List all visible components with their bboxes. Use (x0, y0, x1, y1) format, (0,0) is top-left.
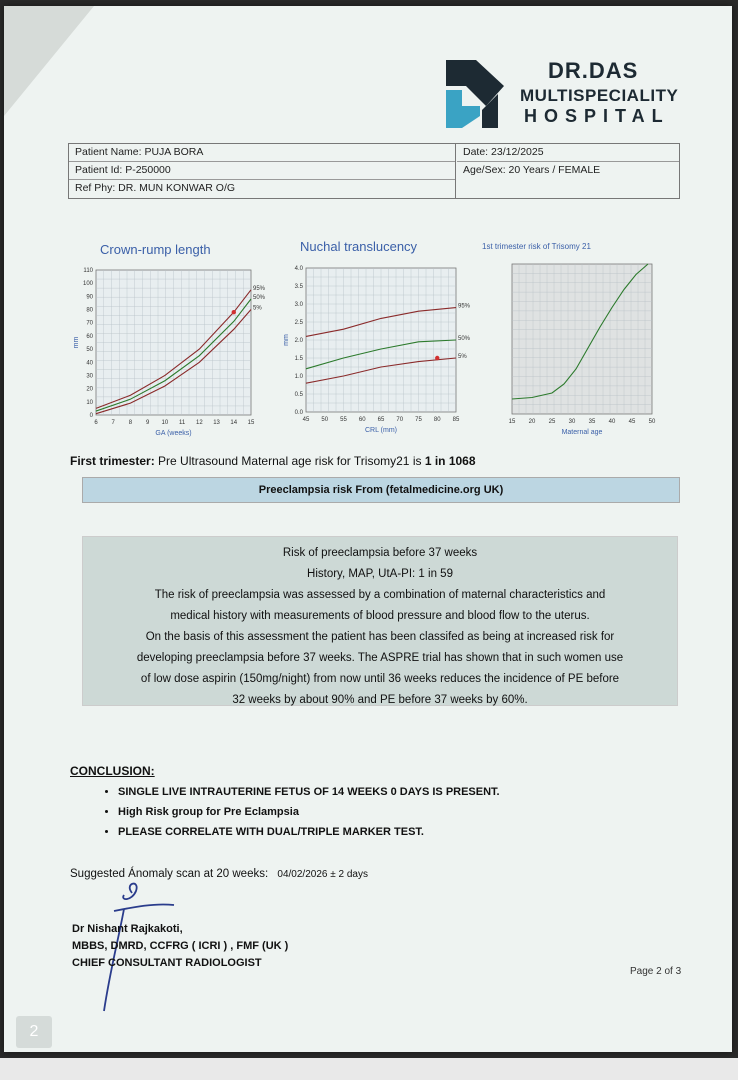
pe-line: Risk of preeclampsia before 37 weeks (282, 547, 478, 559)
y-tick-label: 2.5 (294, 320, 303, 326)
patient-info-table (68, 143, 680, 199)
y-tick-label: 2.0 (294, 338, 303, 344)
series-label: 95% (253, 285, 266, 292)
anomaly-label: Suggested Ánomaly scan at 20 weeks: (70, 868, 269, 880)
y-tick-label: 20 (86, 386, 93, 393)
first-trimester-value: 1 in 1068 (424, 454, 476, 468)
pe-line: 32 weeks by about 90% and PE before 37 weeks by 60%. (232, 694, 528, 706)
series-label: 95% (458, 303, 471, 310)
doctor-title: CHIEF CONSULTANT RADIOLOGIST (72, 957, 262, 969)
x-tick-label: 6 (94, 420, 98, 426)
x-tick-label: 15 (508, 419, 516, 425)
x-tick-label: 55 (340, 417, 347, 423)
doctor-name: Dr Nishant Rajkakoti, (72, 923, 183, 935)
x-tick-label: 12 (195, 420, 203, 426)
x-axis-label: GA (weeks) (155, 430, 192, 437)
x-tick-label: 10 (161, 420, 169, 426)
x-tick-label: 35 (588, 419, 596, 425)
trisomy-chart-title: 1st trimester risk of Trisomy 21 (482, 242, 591, 251)
series-label: 5% (253, 305, 262, 312)
x-tick-label: 70 (396, 417, 404, 423)
y-tick-label: 3.0 (294, 302, 303, 308)
x-tick-label: 45 (628, 419, 636, 425)
preeclampsia-box (82, 536, 678, 706)
hospital-logo-icon (436, 56, 508, 132)
page-badge: 2 (16, 1016, 52, 1048)
first-trimester-label: First trimester: (70, 454, 155, 468)
preeclampsia-header: Preeclampsia risk From (fetalmedicine.org UK) (82, 477, 680, 503)
report-date: Date: 23/12/2025 (457, 144, 679, 162)
pe-line: History, MAP, UtA-PI: 1 in 59 (307, 568, 453, 580)
pe-line: of low dose aspirin (150mg/night) from now until 36 weeks reduces the incidence of PE before (140, 673, 620, 685)
conclusion-list (94, 782, 500, 842)
hospital-logo (436, 56, 706, 136)
y-tick-label: 60 (86, 333, 93, 340)
x-tick-label: 40 (608, 419, 616, 425)
x-tick-label: 13 (213, 420, 220, 426)
doctor-signature-block (72, 921, 288, 972)
x-tick-label: 7 (111, 420, 115, 426)
pe-line: developing preeclampsia before 37 weeks. The ASPRE trial has shown that in such women use (136, 652, 624, 664)
y-tick-label: 30 (86, 373, 93, 380)
conclusion-item: • High Risk group for Pre Eclampsia (118, 802, 500, 822)
conclusion-heading: CONCLUSION: (70, 764, 155, 778)
y-tick-label: 0 (89, 413, 93, 419)
x-tick-label: 50 (648, 419, 656, 425)
referring-physician: Ref Phy: DR. MUN KONWAR O/G (75, 182, 236, 194)
pe-line: On the basis of this assessment the patient has been classifed as being at increased risk for (145, 631, 615, 643)
series-label: 50% (458, 336, 471, 342)
y-tick-label: 3.5 (294, 284, 303, 290)
nt-chart (274, 256, 479, 446)
y-tick-label: 70 (86, 320, 93, 327)
x-tick-label: 85 (452, 417, 460, 423)
patient-age-sex: Age/Sex: 20 Years / FEMALE (463, 164, 601, 176)
x-axis-label: Maternal age (561, 429, 603, 436)
y-tick-label: 0.5 (294, 392, 303, 398)
x-tick-label: 8 (128, 420, 133, 426)
y-tick-label: 1.5 (294, 356, 303, 362)
y-axis-label: mm (73, 336, 80, 349)
hospital-name-line1: DR.DAS (548, 58, 639, 83)
report-page (4, 6, 732, 1052)
pe-line: medical history with measurements of blood pressure and blood flow to the uterus. (170, 610, 590, 622)
measurement-marker (232, 310, 236, 314)
conclusion-item: • SINGLE LIVE INTRAUTERINE FETUS OF 14 WEEKS 0 DAYS IS PRESENT. (118, 782, 500, 802)
crl-chart-title: Crown-rump length (100, 242, 211, 257)
patient-id: Patient Id: P-250000 (69, 162, 455, 180)
anomaly-date: 04/02/2026 ± 2 days (277, 869, 368, 880)
y-tick-label: 80 (86, 307, 93, 314)
measurement-marker (435, 356, 439, 360)
y-tick-label: 50 (86, 347, 93, 354)
pe-line: The risk of preeclampsia was assessed by a combination of maternal characteristics and (154, 589, 606, 601)
patient-name: Patient Name: PUJA BORA (69, 144, 455, 162)
first-trimester-risk (70, 454, 476, 468)
x-axis-label: CRL (mm) (364, 427, 398, 434)
y-axis-label: mm (283, 334, 290, 346)
y-tick-label: 100 (82, 281, 93, 288)
first-trimester-text: Pre Ultrasound Maternal age risk for Trisomy21 is (158, 454, 422, 468)
y-tick-label: 1.0 (294, 374, 303, 380)
y-tick-label: 0.0 (294, 410, 303, 416)
x-tick-label: 60 (358, 417, 366, 423)
series-label: 50% (253, 295, 266, 301)
y-tick-label: 10 (86, 399, 93, 406)
hospital-name-line2: MULTISPECIALITY (520, 86, 679, 105)
conclusion-item: • PLEASE CORRELATE WITH DUAL/TRIPLE MARKER TEST. (118, 822, 500, 842)
bottom-strip (0, 1058, 738, 1080)
x-tick-label: 14 (230, 420, 238, 426)
doctor-qualifications: MBBS, DMRD, CCFRG ( ICRI ) , FMF (UK ) (72, 940, 289, 952)
x-tick-label: 45 (302, 417, 310, 423)
x-tick-label: 65 (377, 417, 385, 423)
folded-corner (4, 6, 94, 116)
x-tick-label: 20 (528, 419, 536, 425)
hospital-name-line3: HOSPITAL (524, 106, 670, 126)
page-number: Page 2 of 3 (630, 966, 682, 977)
x-tick-label: 15 (247, 420, 255, 426)
x-tick-label: 25 (548, 419, 556, 425)
x-tick-label: 50 (321, 417, 329, 423)
trisomy-risk-chart (478, 256, 668, 446)
y-tick-label: 40 (86, 360, 93, 367)
x-tick-label: 75 (415, 417, 422, 423)
nt-chart-title: Nuchal translucency (300, 239, 418, 254)
x-tick-label: 30 (568, 419, 576, 425)
crl-chart (66, 258, 276, 448)
series-label: 5% (458, 354, 467, 360)
y-tick-label: 90 (86, 294, 93, 301)
x-tick-label: 80 (433, 417, 441, 423)
x-tick-label: 11 (178, 420, 186, 426)
x-tick-label: 9 (145, 420, 150, 426)
y-tick-label: 4.0 (294, 266, 303, 272)
y-tick-label: 110 (83, 268, 93, 274)
